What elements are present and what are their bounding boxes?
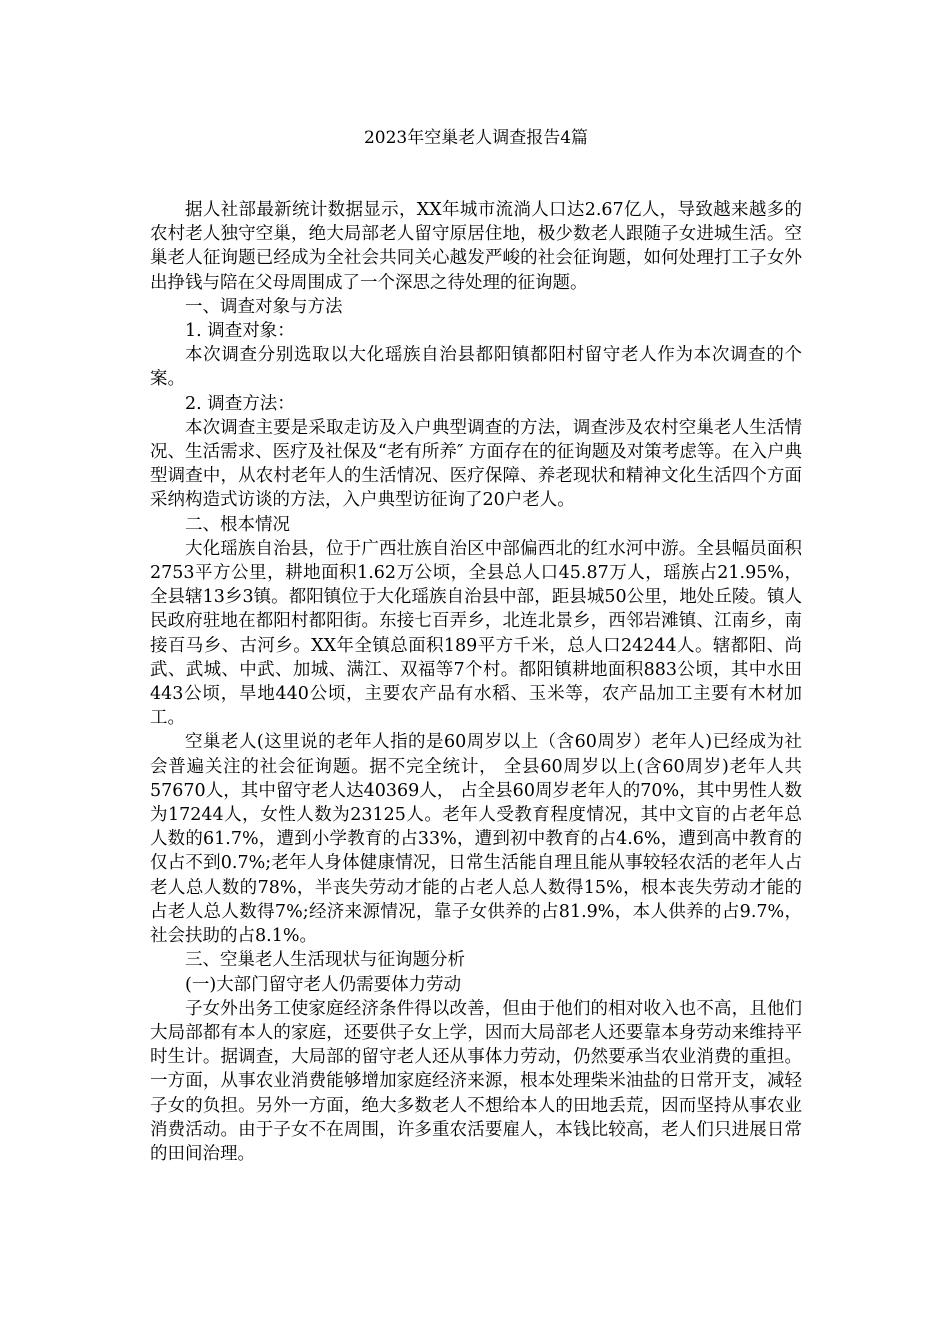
heading-section-2: 二、根本情况 [185,514,290,535]
subheading-subjects: 1. 调查对象： [185,321,295,342]
subheading-labor: (一)大部门留守老人仍需要体力劳动 [185,974,462,995]
paragraph-methods: 本次调查主要是采取走访及入户典型调查的方法，调查涉及农村空巢老人生活情况、生活需求、医疗及社保及“老有所养″ 方面存在的征询题及对策考虑等。在入户典型调查中，从农村老年人的生活情况、医疗保障、养老现状和精神文化生活四个方面采纳构造式访谈的方法，入户典型访征询了20户老人。 [150,417,802,511]
paragraph-county-info: 大化瑶族自治县，位于广西壮族自治区中部偏西北的红水河中游。全县幅员面积2753平方公里，耕地面积1.62万公顷，全县总人口45.87万人，瑶族占21.95%，全县辖13乡3镇。都阳镇位于大化瑶族自治县中部，距县城50公里，地处丘陵。镇人民政府驻地在都阳村都阳街。东接七百弄乡，北连北景乡，西邻岩滩镇、江南乡，南接百马乡、古河乡。XX年全镇总面积189平方千米，总人口24244人。辖都阳、尚武、武城、中武、加城、满江、双福等7个村。都阳镇耕地面积883公顷，其中水田443公顷，旱地440公顷，主要农产品有水稻、玉米等，农产品加工主要有木材加工。 [150,538,802,729]
document-title: 2023年空巢老人调查报告4篇 [363,128,589,148]
paragraph-labor: 子女外出务工使家庭经济条件得以改善，但由于他们的相对收入也不高，且他们大局部都有本人的家庭，还要供子女上学，因而大局部老人还要靠本身劳动来维持平时生计。据调查，大局部的留守老人还从事体力劳动，仍然要承当农业消费的重担。一方面，从事农业消费能够增加家庭经济来源，根本处理柴米油盐的日常开支，减轻子女的负担。另外一方面，绝大多数老人不想给本人的田地丢荒，因而坚持从事农业消费活动。由于子女不在周围，许多重农活要雇人，本钱比较高，老人们只进展日常的田间治理。 [150,998,802,1164]
paragraph-intro: 据人社部最新统计数据显示，XX年城市流淌人口达2.67亿人，导致越来越多的农村老人独守空巢，绝大局部老人留守原居住地，极少数老人跟随子女进城生活。空巢老人征询题已经成为全社会共同关心越发严峻的社会征询题，如何处理打工子女外出挣钱与陪在父母周围成了一个深思之待处理的征询题。 [150,200,802,293]
paragraph-subjects: 本次调查分别选取以大化瑶族自治县都阳镇都阳村留守老人作为本次调查的个案。 [150,345,802,390]
document-body [150,198,802,1166]
heading-section-1: 一、调查对象与方法 [185,296,343,317]
subheading-methods: 2. 调查方法： [185,393,295,414]
paragraph-elderly-stats: 空巢老人(这里说的老年人指的是60周岁以上（含60周岁）老年人)已经成为社会普遍关注的社会征询题。据不完全统计， 全县60周岁以上(含60周岁)老年人共57670人，其中留守老人达40369人， 占全县60周岁老年人的70%，其中男性人数为17244人，女性人数为23125人。老年人受教育程度情况，其中文盲的占老年总人数的61.7%，遭到小学教育的占33%，遭到初中教育的占4.6%，遭到高中教育的仅占不到0.7%;老年人身体健康情况，日常生活能自理且能从事较轻农活的老年人占老人总人数的78%，半丧失劳动才能的占老人总人数得15%，根本丧失劳动才能的占老人总人数得7%;经济来源情况，靠子女供养的占81.9%，本人供养的占9.7%，社会扶助的占8.1%。 [150,732,802,947]
heading-section-3: 三、空巢老人生活现状与征询题分析 [185,950,465,971]
